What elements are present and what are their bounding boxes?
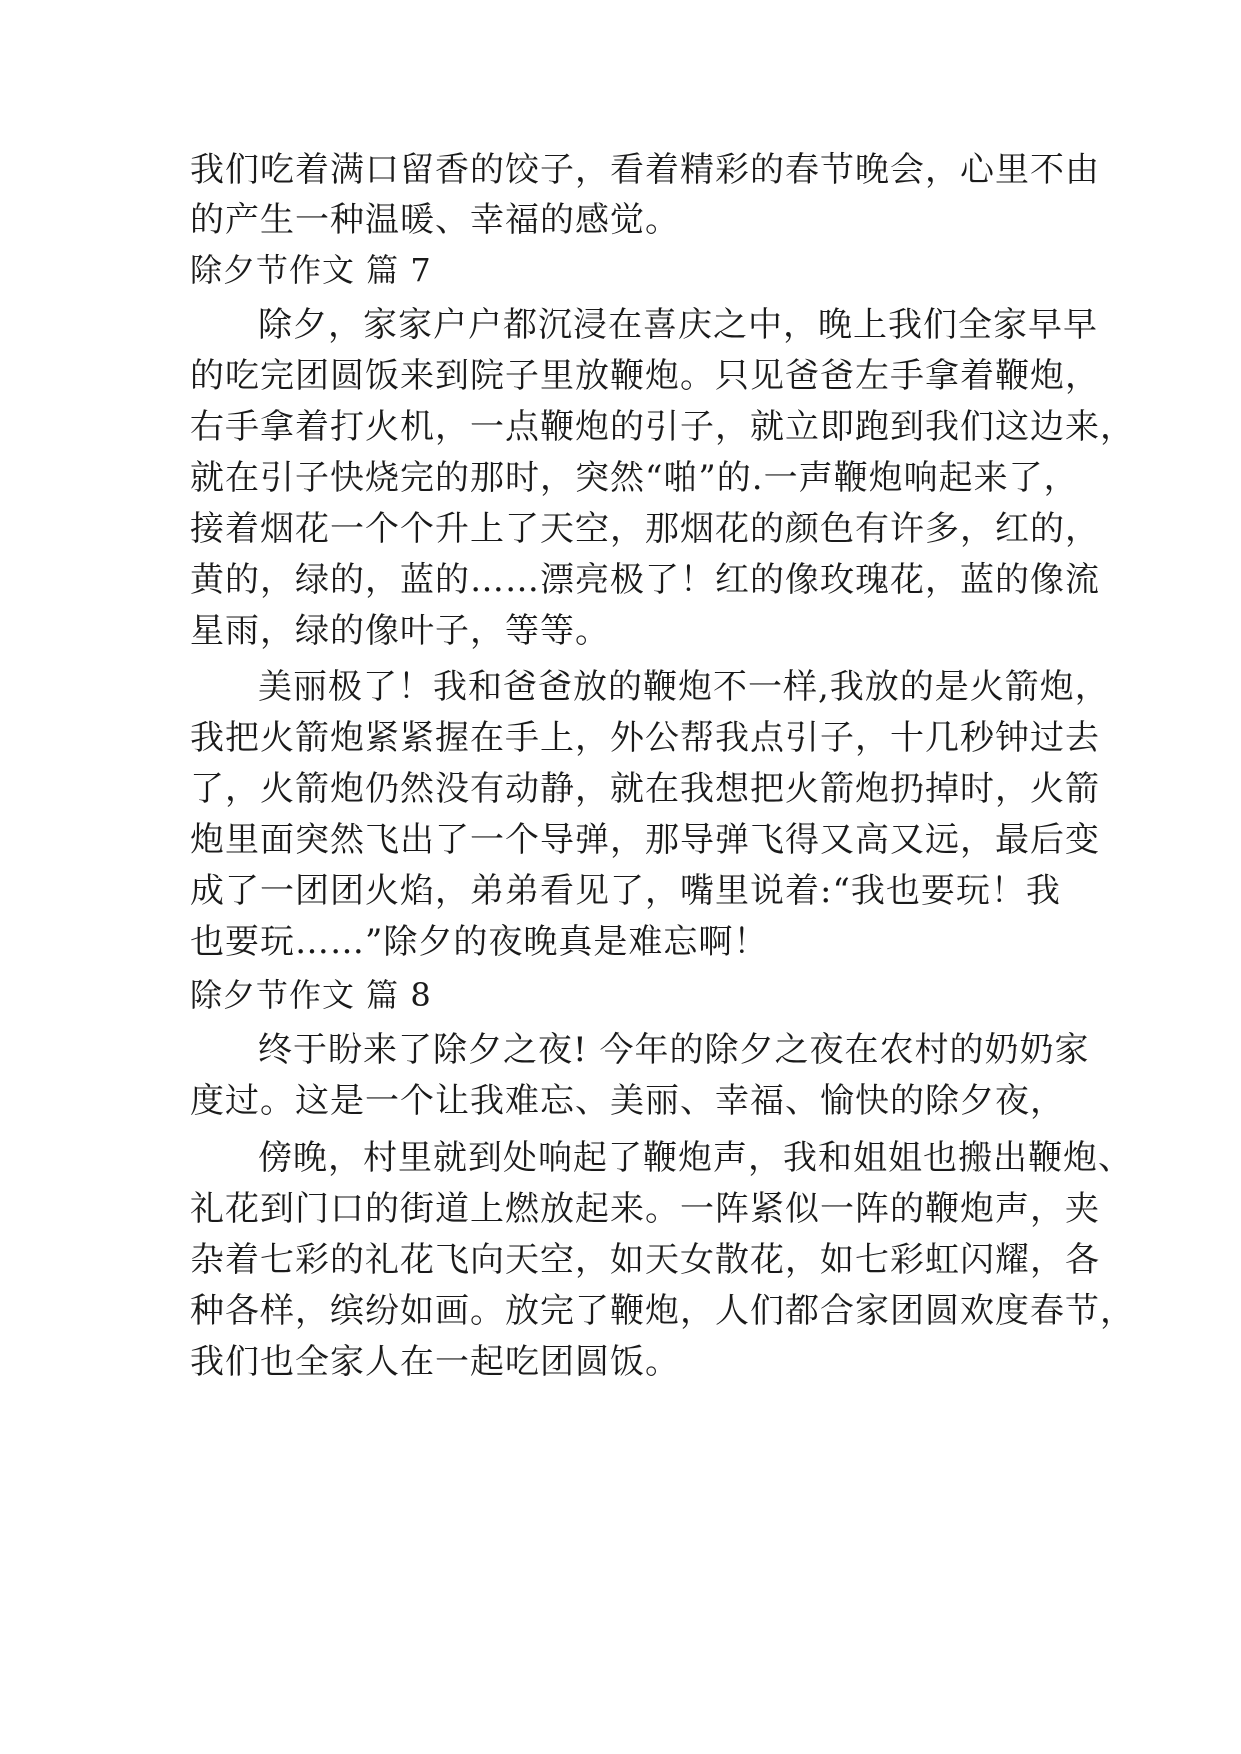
text-line: 终于盼来了除夕之夜! 今年的除夕之夜在农村的奶奶家 [258, 1030, 1090, 1070]
section-heading-8: 除夕节作文 篇 8 [190, 976, 432, 1014]
text-line: 也要玩……”除夕的夜晚真是难忘啊！ [190, 922, 769, 962]
text-line: 美丽极了！我和爸爸放的鞭炮不一样,我放的是火箭炮， [258, 667, 1110, 707]
text-line: 右手拿着打火机，一点鞭炮的引子，就立即跑到我们这边来， [190, 407, 1135, 447]
text-line: 了，火箭炮仍然没有动静，就在我想把火箭炮扔掉时，火箭 [190, 769, 1100, 809]
text-line: 星雨，绿的像叶子，等等。 [190, 611, 610, 651]
text-line: 就在引子快烧完的那时，突然“啪”的.一声鞭炮响起来了， [190, 458, 1079, 498]
text-line: 接着烟花一个个升上了天空，那烟花的颜色有许多，红的， [190, 509, 1100, 549]
text-line: 炮里面突然飞出了一个导弹，那导弹飞得又高又远，最后变 [190, 820, 1100, 860]
text-line: 我把火箭炮紧紧握在手上，外公帮我点引子，十几秒钟过去 [190, 718, 1100, 758]
text-line: 的吃完团圆饭来到院子里放鞭炮。只见爸爸左手拿着鞭炮， [190, 356, 1100, 396]
section-heading-7: 除夕节作文 篇 7 [190, 251, 432, 289]
text-line: 我们也全家人在一起吃团圆饭。 [190, 1342, 680, 1382]
text-line: 的产生一种温暖、幸福的感觉。 [190, 200, 680, 240]
text-line: 礼花到门口的街道上燃放起来。一阵紧似一阵的鞭炮声，夹 [190, 1189, 1100, 1229]
text-line: 成了一团团火焰，弟弟看见了，嘴里说着:“我也要玩！我 [190, 871, 1061, 911]
text-line: 黄的，绿的，蓝的……漂亮极了！红的像玫瑰花，蓝的像流 [190, 560, 1100, 600]
text-line: 除夕，家家户户都沉浸在喜庆之中，晚上我们全家早早 [258, 305, 1098, 345]
text-line: 种各样，缤纷如画。放完了鞭炮，人们都合家团圆欢度春节， [190, 1291, 1135, 1331]
text-line: 傍晚，村里就到处响起了鞭炮声，我和姐姐也搬出鞭炮、 [258, 1138, 1133, 1178]
text-line: 杂着七彩的礼花飞向天空，如天女散花，如七彩虹闪耀，各 [190, 1240, 1100, 1280]
text-line: 度过。这是一个让我难忘、美丽、幸福、愉快的除夕夜， [190, 1081, 1065, 1121]
text-line: 我们吃着满口留香的饺子，看着精彩的春节晚会，心里不由 [190, 150, 1100, 190]
